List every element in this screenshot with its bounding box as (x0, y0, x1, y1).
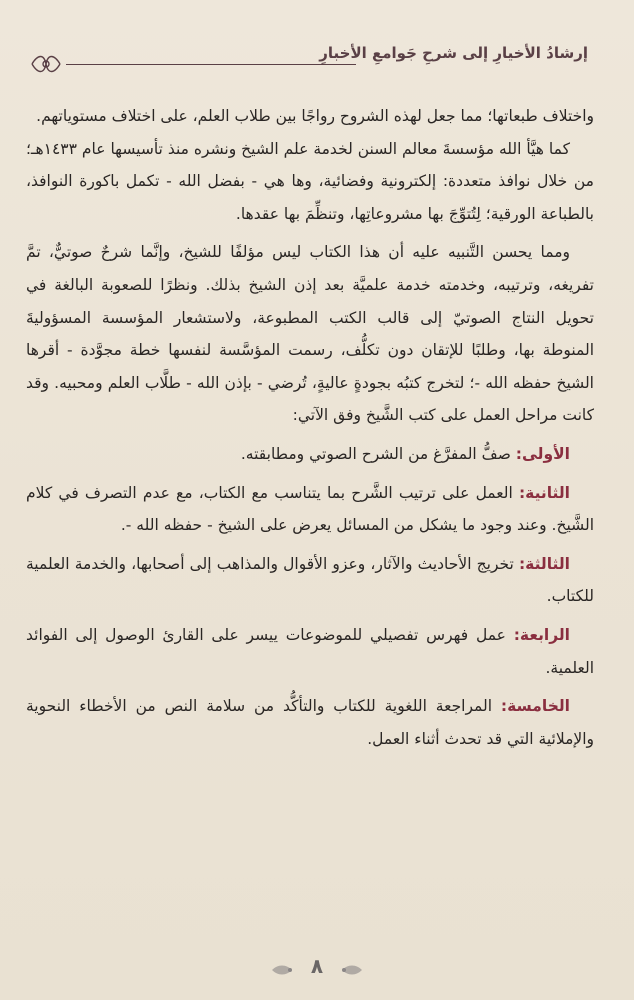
page-body (26, 100, 594, 755)
stage-text: صفُّ المفرَّغ من الشرح الصوتي ومطابقته. (240, 444, 516, 463)
stage-label: الأولى: (515, 444, 570, 463)
header-rule (66, 64, 356, 65)
page-number: ٨ (310, 954, 324, 978)
running-header (28, 40, 588, 80)
stage-label: الخامسة: (500, 697, 570, 716)
stage-text: تخريج الأحاديث والآثار، وعزو الأقوال والمذاهب إلى أصحابها، والخدمة العلمية للكتاب. (26, 554, 594, 606)
stage-item (26, 548, 594, 613)
footer-ornament-right-icon (340, 962, 364, 978)
stage-item (26, 690, 594, 755)
stage-text: العمل على ترتيب الشَّرح بما يتناسب مع الكتاب، مع عدم التصرف في كلام الشَّيخ. وعند وجود ما يشكل من المسائل يعرض على الشيخ - حفظه الله -. (26, 483, 594, 535)
stage-label: الثانية: (518, 483, 570, 502)
stage-text: عمل فهرس تفصيلي للموضوعات ييسر على القارئ الوصول إلى الفوائد العلمية. (26, 625, 594, 677)
stage-label: الثالثة: (518, 554, 570, 573)
stage-text: المراجعة اللغوية للكتاب والتأكُّد من سلامة النص من الأخطاء النحوية والإملائية التي قد تحدث أثناء العمل. (26, 697, 594, 748)
page-footer (0, 950, 634, 990)
stage-label: الرابعة: (513, 625, 570, 644)
stage-item (26, 477, 594, 542)
header-ornament-icon (28, 50, 64, 78)
paragraph: كما هيَّأ الله مؤسسةَ معالم السنن لخدمة علم الشيخ ونشره منذ تأسيسها عام ١٤٣٣هـ؛ من خلال نوافذ متعددة: إلكترونية وفضائية، وها هي - بفضل الله - تكمل باكورة النوافذ، بالطباعة الورقية؛ لِتُتوِّجَ بها مشروعاتِها، وتنظِّمَ بها عقدها. (26, 139, 594, 223)
stage-item (26, 438, 594, 471)
paragraph: واختلاف طبعاتها؛ مما جعل لهذه الشروح رواجًا بين طلاب العلم، على اختلاف مستوياتهم. (36, 107, 594, 125)
header-title: إرشادُ الأخيارِ إلى شرحِ جَوامعِ الأخبارِ (319, 44, 588, 62)
paragraph: ومما يحسن التَّنبيه عليه أن هذا الكتاب ليس مؤلفًا للشيخ، وإنَّما شرحٌ صوتيٌّ، تمَّ تفريغه، وترتيبه، وخدمته خدمة علميَّة بعد إذن الشيخ بذلك. ونظرًا للصعوبة البالغة في تحويل النتاج الصوتيّ إلى قالب الكتب المطبوعة، ولاستشعار المؤسسة المسؤوليةَ المنوطة بها، وطلبًا للإتقان دون تكلُّف، رسمت المؤسَّسة لنفسها خطة مجوَّدة - أقرها الشيخ حفظه الله -؛ لتخرج كتبُه بجودةٍ عاليةٍ، تُرضي - بإذن الله - طلَّاب العلم ومحبيه. وقد كانت مراحل العمل على كتب الشَّيخ وفق الآتي: (26, 243, 594, 425)
footer-ornament-left-icon (270, 962, 294, 978)
stage-item (26, 619, 594, 684)
